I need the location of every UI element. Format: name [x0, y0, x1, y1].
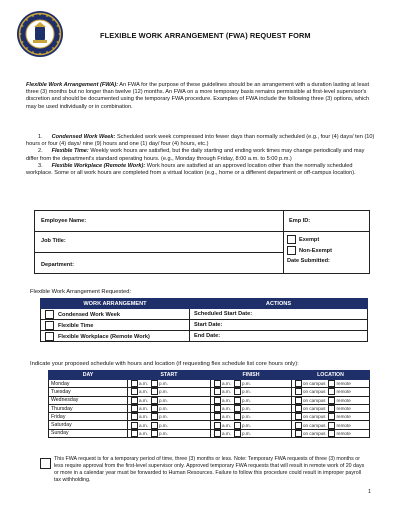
fwa-definition: [26, 82, 376, 111]
fwa-option: [26, 134, 378, 148]
start-cell: [128, 396, 211, 404]
finish-cell: [211, 404, 292, 412]
finish-pm-label: p.m.: [241, 381, 251, 387]
remote-label: remote: [336, 397, 351, 403]
flex-time-option[interactable]: [41, 320, 190, 331]
employee-id-field[interactable]: Emp ID:: [289, 218, 311, 224]
date-submitted-field[interactable]: Date Submitted:: [287, 258, 330, 264]
remote-checkbox[interactable]: [328, 388, 335, 395]
start-am-checkbox[interactable]: [131, 413, 138, 420]
schedule-row: [49, 388, 370, 396]
location-cell: [292, 413, 370, 421]
condensed-label: Condensed Work Week: [58, 311, 120, 318]
fwa-option: [26, 163, 378, 177]
start-cell: [128, 421, 211, 429]
schedule-row: [49, 380, 370, 388]
remote-label: remote: [336, 389, 351, 395]
end-date-field[interactable]: End Date:: [190, 331, 368, 342]
finish-pm-checkbox[interactable]: [234, 405, 241, 412]
arrangement-table: [40, 298, 368, 342]
location-cell: [292, 429, 370, 437]
remote-label: remote: [336, 381, 351, 387]
schedule-row: [49, 413, 370, 421]
start-pm-checkbox[interactable]: [151, 430, 158, 437]
fwa-definition-body: An FWA for the purpose of these guidelines should be an arrangement with a duration lasting at least three (3) months but no longer than twelve (12) months. An FWA on a more temporary basis remains permissible at first-level supervisor's discretion and should be documented using the temporary FWA procedure. Examples of FWA include the following three (3) options, which may be used individually or in combination.: [26, 82, 370, 110]
finish-pm-checkbox[interactable]: [234, 388, 241, 395]
university-seal-logo: [16, 10, 64, 58]
on-campus-label: on campus: [303, 414, 326, 420]
start-am-checkbox[interactable]: [131, 430, 138, 437]
finish-pm-checkbox[interactable]: [234, 380, 241, 387]
finish-am-checkbox[interactable]: [214, 388, 221, 395]
remote-work-checkbox[interactable]: [45, 332, 54, 341]
finish-am-checkbox[interactable]: [214, 430, 221, 437]
employee-info-box: [34, 210, 370, 274]
finish-pm-label: p.m.: [241, 405, 251, 411]
day-cell: Wednesday: [49, 396, 128, 404]
option-name: Flexible Workplace (Remote Work):: [51, 162, 146, 169]
start-cell: [128, 380, 211, 388]
finish-cell: [211, 396, 292, 404]
job-title-field[interactable]: Job Title:: [41, 238, 66, 244]
flex-time-checkbox[interactable]: [45, 321, 54, 330]
option-text: Work hours are satisfied at an approved location other than the normally scheduled workplace. Some or all work hours are completed from a virtual location (e.g., home or a different department or off-campus location).: [26, 162, 356, 177]
day-cell: Tuesday: [49, 388, 128, 396]
location-cell: [292, 404, 370, 412]
start-pm-label: p.m.: [158, 389, 168, 395]
on-campus-label: on campus: [303, 381, 326, 387]
finish-pm-checkbox[interactable]: [234, 397, 241, 404]
on-campus-label: on campus: [303, 430, 326, 436]
start-am-checkbox[interactable]: [131, 397, 138, 404]
on-campus-checkbox[interactable]: [295, 397, 302, 404]
start-pm-checkbox[interactable]: [151, 413, 158, 420]
on-campus-checkbox[interactable]: [295, 430, 302, 437]
finish-pm-label: p.m.: [241, 389, 251, 395]
finish-am-checkbox[interactable]: [214, 397, 221, 404]
start-cell: [128, 404, 211, 412]
finish-pm-checkbox[interactable]: [234, 422, 241, 429]
non-exempt-label: Non-Exempt: [299, 247, 332, 254]
on-campus-label: on campus: [303, 405, 326, 411]
option-number: 3.: [38, 162, 43, 169]
table-row: [41, 309, 368, 320]
day-cell: Friday: [49, 413, 128, 421]
fwa-options-list: [26, 134, 378, 177]
day-cell: Sunday: [49, 429, 128, 437]
finish-am-label: a.m.: [222, 414, 231, 420]
remote-work-label: Flexible Workplace (Remote Work): [58, 333, 150, 340]
col-location: LOCATION: [292, 371, 370, 380]
schedule-table: [48, 370, 370, 438]
remote-checkbox[interactable]: [328, 397, 335, 404]
option-text: Weekly work hours are satisfied, but the daily starting and ending work times may change periodically and may differ from the department's standard operating hours. (e.g., Monday through Friday, 8:00 a.m. to 5:00 p.m.): [26, 148, 365, 162]
finish-am-label: a.m.: [222, 397, 231, 403]
col-day: DAY: [49, 371, 128, 380]
start-cell: [128, 429, 211, 437]
col-start: START: [128, 371, 211, 380]
option-text: Scheduled work week compressed into fewer days than normally scheduled (e.g., four (4) days/ ten (10) hours or four (4) days/ nine (9) hours and one (1) day/ four (4) hours, etc.): [26, 134, 375, 148]
finish-cell: [211, 388, 292, 396]
start-pm-checkbox[interactable]: [151, 397, 158, 404]
option-name: Condensed Work Week:: [51, 134, 116, 140]
scheduled-start-date-field[interactable]: Scheduled Start Date:: [190, 309, 368, 320]
on-campus-checkbox[interactable]: [295, 380, 302, 387]
finish-cell: [211, 421, 292, 429]
employee-name-field[interactable]: Employee Name:: [41, 218, 87, 224]
finish-am-label: a.m.: [222, 405, 231, 411]
col-finish: FINISH: [211, 371, 292, 380]
non-exempt-option[interactable]: [287, 246, 332, 255]
finish-am-label: a.m.: [222, 381, 231, 387]
schedule-row: [49, 421, 370, 429]
start-am-checkbox[interactable]: [131, 380, 138, 387]
finish-pm-checkbox[interactable]: [234, 430, 241, 437]
finish-am-checkbox[interactable]: [214, 413, 221, 420]
start-pm-label: p.m.: [158, 430, 168, 436]
remote-checkbox[interactable]: [328, 405, 335, 412]
condensed-option[interactable]: [41, 309, 190, 320]
start-am-label: a.m.: [139, 381, 148, 387]
page-number: 1: [368, 489, 372, 495]
fwa-definition-lead: Flexible Work Arrangement (FWA):: [26, 82, 118, 88]
table-row: [41, 331, 368, 342]
temporary-fwa-checkbox[interactable]: [40, 458, 51, 469]
remote-checkbox[interactable]: [328, 413, 335, 420]
remote-checkbox[interactable]: [328, 380, 335, 387]
remote-label: remote: [336, 414, 351, 420]
start-pm-checkbox[interactable]: [151, 405, 158, 412]
condensed-checkbox[interactable]: [45, 310, 54, 319]
remote-label: remote: [336, 405, 351, 411]
finish-am-label: a.m.: [222, 422, 231, 428]
schedule-row: [49, 396, 370, 404]
start-am-label: a.m.: [139, 397, 148, 403]
start-am-checkbox[interactable]: [131, 422, 138, 429]
location-cell: [292, 396, 370, 404]
finish-pm-label: p.m.: [241, 397, 251, 403]
schedule-row: [49, 429, 370, 437]
day-cell: Monday: [49, 380, 128, 388]
exempt-label: Exempt: [299, 236, 320, 243]
finish-pm-label: p.m.: [241, 414, 251, 420]
finish-am-label: a.m.: [222, 430, 231, 436]
finish-pm-label: p.m.: [241, 430, 251, 436]
remote-checkbox[interactable]: [328, 430, 335, 437]
start-pm-label: p.m.: [158, 422, 168, 428]
on-campus-label: on campus: [303, 397, 326, 403]
location-cell: [292, 380, 370, 388]
form-title: FLEXIBLE WORK ARRANGEMENT (FWA) REQUEST FORM: [100, 31, 311, 40]
remote-checkbox[interactable]: [328, 422, 335, 429]
day-cell: Saturday: [49, 421, 128, 429]
start-am-label: a.m.: [139, 389, 148, 395]
day-cell: Thursday: [49, 404, 128, 412]
start-cell: [128, 388, 211, 396]
location-cell: [292, 388, 370, 396]
fwa-option: [26, 148, 378, 162]
start-am-checkbox[interactable]: [131, 388, 138, 395]
on-campus-label: on campus: [303, 389, 326, 395]
finish-pm-checkbox[interactable]: [234, 413, 241, 420]
on-campus-checkbox[interactable]: [295, 405, 302, 412]
option-number: 1.: [38, 134, 43, 140]
start-am-label: a.m.: [139, 422, 148, 428]
start-pm-checkbox[interactable]: [151, 380, 158, 387]
exempt-option[interactable]: [287, 235, 319, 244]
finish-am-checkbox[interactable]: [214, 422, 221, 429]
on-campus-checkbox[interactable]: [295, 422, 302, 429]
start-pm-checkbox[interactable]: [151, 422, 158, 429]
option-number: 2.: [38, 148, 43, 155]
remote-label: remote: [336, 430, 351, 436]
finish-am-checkbox[interactable]: [214, 405, 221, 412]
exempt-checkbox[interactable]: [287, 235, 296, 244]
option-name: Flexible Time:: [51, 148, 89, 155]
start-pm-label: p.m.: [158, 414, 168, 420]
finish-am-label: a.m.: [222, 389, 231, 395]
schedule-section-label: Indicate your proposed schedule with hours and location (if requesting flex schedule list core hours only):: [30, 361, 299, 367]
schedule-row: [49, 404, 370, 412]
start-am-label: a.m.: [139, 405, 148, 411]
start-am-checkbox[interactable]: [131, 405, 138, 412]
finish-cell: [211, 429, 292, 437]
start-am-label: a.m.: [139, 414, 148, 420]
start-pm-checkbox[interactable]: [151, 388, 158, 395]
on-campus-checkbox[interactable]: [295, 413, 302, 420]
col-actions: ACTIONS: [190, 299, 368, 309]
finish-am-checkbox[interactable]: [214, 380, 221, 387]
arrangement-section-label: Flexible Work Arrangement Requested:: [30, 289, 132, 295]
start-cell: [128, 413, 211, 421]
on-campus-checkbox[interactable]: [295, 388, 302, 395]
finish-cell: [211, 413, 292, 421]
department-field[interactable]: Department:: [41, 262, 74, 268]
start-pm-label: p.m.: [158, 397, 168, 403]
temporary-fwa-text: This FWA request is for a temporary period of time, three (3) months or less. Note: Temporary FWA requests of three (3) months or less require approval from the first-level supervisor only. Approved temporary FWA requests that will result in remote work of 20 days or more in a calendar year must be forwarded to Human Resources. Failure to follow this procedure could result in improper payroll tax withholding.: [54, 456, 365, 483]
finish-cell: [211, 380, 292, 388]
table-row: [41, 320, 368, 331]
location-cell: [292, 421, 370, 429]
start-pm-label: p.m.: [158, 381, 168, 387]
start-am-label: a.m.: [139, 430, 148, 436]
on-campus-label: on campus: [303, 422, 326, 428]
col-work-arrangement: WORK ARRANGEMENT: [41, 299, 190, 309]
remote-work-option[interactable]: [41, 331, 190, 342]
finish-pm-label: p.m.: [241, 422, 251, 428]
remote-label: remote: [336, 422, 351, 428]
start-pm-label: p.m.: [158, 405, 168, 411]
start-date-field[interactable]: Start Date:: [190, 320, 368, 331]
flex-time-label: Flexible Time: [58, 322, 94, 329]
non-exempt-checkbox[interactable]: [287, 246, 296, 255]
